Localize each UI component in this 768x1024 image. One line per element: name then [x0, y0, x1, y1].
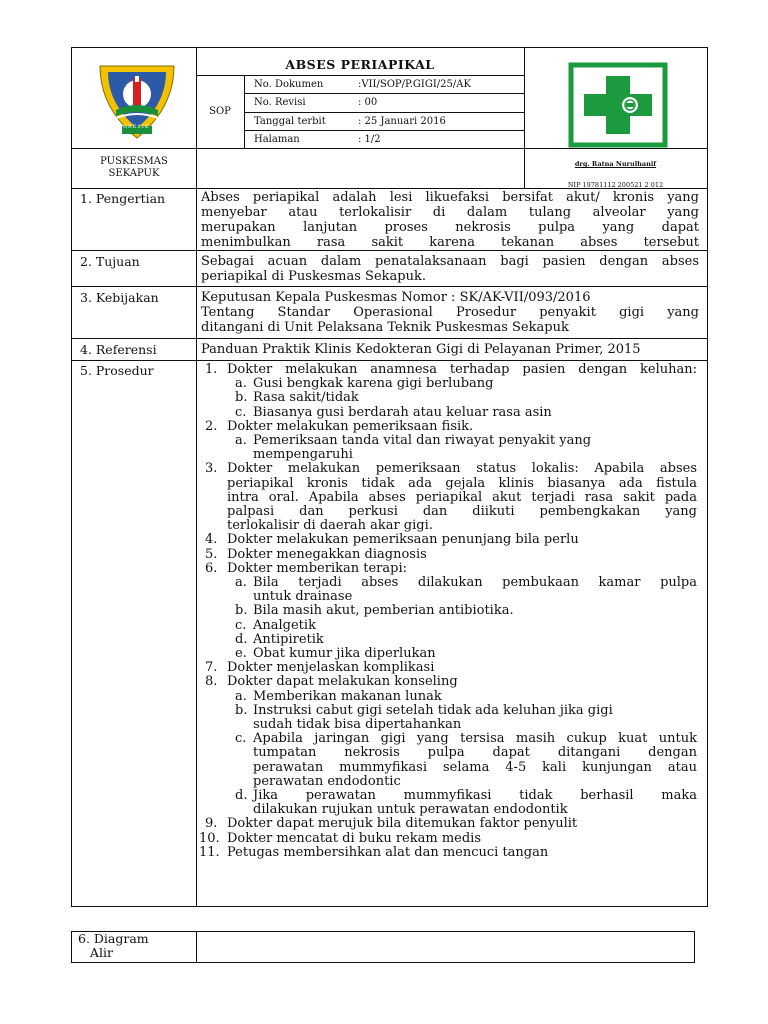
prosedur-row-text: palpasi dan perkusi dan diikuti pembengkakan yang	[227, 504, 697, 519]
prosedur-row-text: Bila masih akut, pemberian antibiotika.	[253, 603, 514, 619]
meta-date-label: Tanggal terbit	[254, 116, 326, 127]
prosedur-row-number: 10.	[199, 830, 220, 846]
prosedur-row-text: perawatan endodontic	[253, 773, 401, 789]
prosedur-row-text: Dokter memberikan terapi:	[227, 560, 408, 576]
prosedur-row-number: a.	[235, 433, 247, 448]
meta-doc-label: No. Dokumen	[254, 79, 324, 90]
prosedur-row-number: 5.	[205, 546, 218, 562]
section-kebijakan-label: 3. Kebijakan	[80, 290, 159, 305]
meta-date-value: : 25 Januari 2016	[358, 116, 446, 127]
prosedur-row-text: terlokalisir di daerah akar gigi.	[227, 518, 433, 534]
tujuan-line: Sebagai acuan dalam penatalaksanaan bagi pasien dengan abses	[201, 254, 699, 269]
right-logo	[568, 62, 668, 148]
meta-rev-label: No. Revisi	[254, 97, 306, 108]
section-pengertian-label: 1. Pengertian	[80, 191, 166, 206]
prosedur-row-text: Dokter mencatat di buku rekam medis	[227, 830, 482, 846]
prosedur-row-text: sudah tidak bisa dipertahankan	[253, 717, 462, 732]
signatory-nip: NIP 19781112 200521 2 012	[567, 181, 664, 189]
prosedur-row-text: Pemeriksaan tanda vital dan riwayat penyakit yang	[253, 433, 592, 448]
prosedur-row-text: untuk drainase	[253, 589, 353, 605]
prosedur-row-number: 6.	[205, 560, 218, 576]
prosedur-row-number: 11.	[199, 844, 220, 860]
prosedur-row-number: 2.	[205, 418, 218, 434]
prosedur-row-text: Dokter melakukan pemeriksaan penunjang bila perlu	[227, 532, 579, 548]
section-referensi-label: 4. Referensi	[80, 342, 157, 357]
prosedur-row-number: 1.	[205, 362, 218, 377]
prosedur-row-number: b.	[235, 603, 248, 619]
kebijakan-line: Keputusan Kepala Puskesmas Nomor : SK/AK-VII/093/2016	[201, 290, 591, 305]
sop-label: SOP	[209, 106, 231, 117]
prosedur-row-text: Petugas membersihkan alat dan mencuci tangan	[227, 844, 549, 860]
prosedur-row-text: mempengaruhi	[253, 447, 353, 463]
prosedur-row-text: Bila terjadi abses dilakukan pembukaan kamar pulpa	[253, 575, 697, 590]
prosedur-row-text: Dokter melakukan pemeriksaan fisik.	[227, 418, 474, 434]
prosedur-row-text: intra oral. Apabila abses periapikal akut terjadi rasa sakit pada	[227, 489, 697, 505]
prosedur-row-text: Dokter melakukan pemeriksaan status lokalis: Apabila abses	[227, 461, 697, 477]
kebijakan-line: Tentang Standar Operasional Prosedur penyakit gigi yang	[201, 305, 699, 320]
prosedur-row-number: c.	[235, 617, 247, 633]
prosedur-row-text: Dokter menjelaskan komplikasi	[227, 660, 435, 676]
prosedur-row-number: 9.	[205, 816, 218, 832]
section-diagram-label: 6. Diagram Alir	[78, 931, 149, 960]
left-logo	[92, 60, 182, 142]
prosedur-row-text: periapikal kronis tidak ada gejala klinis biasanya ada fistula	[227, 475, 697, 491]
prosedur-row-text: Biasanya gusi berdarah atau keluar rasa asin	[253, 404, 552, 420]
tujuan-line: periapikal di Puskesmas Sekapuk.	[201, 269, 426, 284]
section-referensi-text: Panduan Praktik Klinis Kedokteran Gigi di Pelayanan Primer, 2015	[201, 342, 641, 357]
prosedur-row-text: Dokter dapat melakukan konseling	[227, 674, 458, 690]
prosedur-row-text: Apabila jaringan gigi yang tersisa masih cukup kuat untuk	[253, 731, 697, 747]
prosedur-row-number: 7.	[205, 660, 218, 676]
prosedur-row-text: Dokter melakukan anamnesa terhadap pasien dengan keluhan:	[227, 362, 697, 377]
prosedur-row-text: Obat kumur jika diperlukan	[253, 646, 436, 661]
prosedur-row-text: tumpatan nekrosis pulpa dapat ditangani dengan	[253, 745, 697, 761]
meta-rev-value: : 00	[358, 97, 378, 108]
prosedur-row-text: Dokter dapat merujuk bila ditemukan faktor penyulit	[227, 816, 578, 832]
prosedur-row-text: Memberikan makanan lunak	[253, 688, 442, 704]
prosedur-row-text: Instruksi cabut gigi setelah tidak ada keluhan jika gigi	[253, 702, 613, 718]
prosedur-row-text: Jika perawatan mummyfikasi tidak berhasil maka	[253, 788, 697, 803]
meta-page-label: Halaman	[254, 134, 300, 145]
section-prosedur-label: 5. Prosedur	[80, 363, 154, 378]
prosedur-row-number: 8.	[205, 674, 218, 690]
prosedur-row-number: a.	[235, 688, 247, 704]
section-kebijakan-text	[201, 290, 699, 335]
prosedur-row-number: c.	[235, 731, 247, 747]
prosedur-row-number: b.	[235, 390, 248, 406]
meta-page-value: : 1/2	[358, 134, 381, 145]
section-prosedur-list	[197, 363, 707, 863]
prosedur-row-number: a.	[235, 376, 247, 392]
prosedur-row-text: Dokter menegakkan diagnosis	[227, 546, 427, 562]
puskesmas-cross-logo-icon	[568, 62, 668, 148]
prosedur-row-number: d.	[235, 631, 248, 647]
pengertian-line: merupakan lanjutan proses nekrosis pulpa yang dapat	[201, 220, 699, 235]
prosedur-row-number: e.	[235, 646, 247, 661]
kebijakan-line: ditangani di Unit Pelaksana Teknik Puskesmas Sekapuk	[201, 320, 569, 335]
prosedur-row-text: Analgetik	[253, 617, 316, 633]
prosedur-row-text: Gusi bengkak karena gigi berlubang	[253, 376, 494, 392]
left-logo-text: GRESIK	[123, 124, 150, 130]
puskesmas-label: PUSKESMAS SEKAPUK	[100, 156, 168, 179]
meta-doc-value: :VII/SOP/P.GIGI/25/AK	[358, 79, 471, 90]
prosedur-row-number: 4.	[205, 532, 218, 548]
prosedur-row-text: perawatan mummyfikasi selama 4-5 kali kunjungan atau	[253, 759, 697, 775]
pengertian-line: menimbulkan rasa sakit karena tekanan abses tersebut	[201, 235, 699, 250]
prosedur-row-number: b.	[235, 702, 248, 718]
prosedur-row-number: d.	[235, 788, 248, 803]
pengertian-line: menyebar atau terlokalisir di dalam tulang alveolar yang	[201, 205, 699, 220]
document-title: ABSES PERIAPIKAL	[285, 57, 435, 72]
section-pengertian-text	[201, 190, 699, 250]
prosedur-row-text: Antipiretik	[253, 631, 324, 647]
section-tujuan-label: 2. Tujuan	[80, 254, 140, 269]
pengertian-line: Abses periapikal adalah lesi likuefaksi bersifat akut/ kronis yang	[201, 190, 699, 205]
section-tujuan-text	[201, 254, 699, 284]
prosedur-row-text: dilakukan rujukan untuk perawatan endodontik	[253, 802, 568, 818]
prosedur-row-number: 3.	[205, 461, 218, 477]
prosedur-row-number: c.	[235, 404, 247, 420]
prosedur-row-text: Rasa sakit/tidak	[253, 390, 359, 406]
prosedur-row-number: a.	[235, 575, 247, 590]
signatory-name: drg. Ratna Nurulhanif	[574, 160, 657, 168]
